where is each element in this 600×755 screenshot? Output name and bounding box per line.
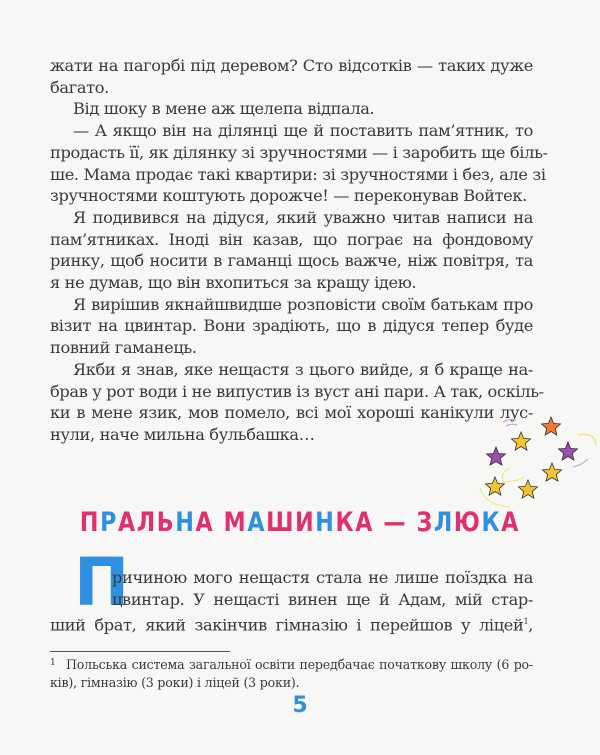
title-letter: Л bbox=[136, 507, 157, 538]
star-icon bbox=[542, 417, 561, 435]
title-letter bbox=[214, 507, 223, 538]
title-letter: П bbox=[79, 507, 101, 538]
title-letter: К bbox=[335, 507, 356, 538]
chapter-line: цвинтар. У нещасті винен ще й Адам, мій стар- bbox=[112, 590, 533, 609]
title-letter: А bbox=[117, 507, 137, 538]
title-letter: Ю bbox=[453, 507, 482, 538]
body-line: брав у рот води і не випустив із вуст ані пари. А так, оскіль- bbox=[50, 381, 544, 401]
title-letter bbox=[407, 507, 416, 538]
title-letter: Л bbox=[433, 507, 454, 538]
drop-cap: П bbox=[74, 544, 130, 621]
body-line: нули, наче мильна бульбашка… bbox=[50, 424, 315, 444]
body-line: Я подивився на дідуся, який уважно читав написи на bbox=[73, 207, 533, 227]
title-letter: — bbox=[383, 507, 408, 538]
title-letter: А bbox=[247, 507, 267, 538]
stars-illustration bbox=[470, 410, 600, 514]
body-line: повний гаманець. bbox=[50, 338, 197, 358]
page-number: 5 bbox=[292, 693, 308, 718]
star-icon bbox=[487, 447, 506, 465]
body-line: пам’ятниках. Іноді він казав, що пограє на фондовому bbox=[50, 229, 533, 249]
body-line: я не думав, що він вхопиться за кращу ідею. bbox=[50, 273, 417, 292]
star-icon bbox=[519, 480, 538, 498]
star-icon bbox=[559, 442, 578, 460]
chapter-line-last bbox=[50, 612, 533, 635]
title-letter: З bbox=[416, 507, 434, 538]
title-letter: К bbox=[481, 507, 502, 538]
star-icon bbox=[486, 477, 505, 495]
title-letter: А bbox=[501, 507, 521, 538]
footnote-ref: 1 bbox=[523, 617, 529, 626]
body-line: багато. bbox=[50, 77, 109, 97]
body-line: ринку, щоб носити в гаманці щось важче, ніж повітря, та bbox=[50, 251, 533, 271]
footnote-divider bbox=[50, 651, 230, 652]
footnote-marker: 1 bbox=[50, 658, 56, 668]
body-line: ки в мене язик, мов помело, всі мої хороші канікули лус- bbox=[50, 403, 533, 423]
title-letter: Ь bbox=[156, 507, 176, 538]
title-letter: М bbox=[223, 507, 248, 538]
footnote-line: Польська система загальної освіти передбачає початкову школу (6 ро- bbox=[66, 657, 533, 672]
title-letter: А bbox=[195, 507, 215, 538]
title-letter: Н bbox=[175, 507, 196, 538]
title-letter: Ш bbox=[266, 507, 296, 538]
chapter-line-text: ший брат, який закінчив гімназію і перейшов у ліцей bbox=[50, 615, 524, 635]
star-icon bbox=[512, 432, 531, 450]
body-line: продасть її, як ділянку зі зручностями — і заробить ще біль- bbox=[50, 142, 548, 162]
body-line: жати на пагорбі під деревом? Сто відсотків — таких дуже bbox=[50, 56, 533, 75]
chapter-line: ричиною мого нещастя стала не лише поїздка на bbox=[112, 568, 533, 587]
body-line: Я вирішив якнайшвидше розповісти своїм батькам про bbox=[73, 294, 533, 314]
body-line: ше. Мама продає такі квартири: зі зручностями і без, але зі bbox=[50, 164, 546, 184]
chapter-line-tail: , bbox=[528, 615, 533, 635]
body-line: Від шоку в мене аж щелепа відпала. bbox=[73, 99, 375, 119]
body-line: візит на цвинтар. Вони зрадіють, що в дідуся тепер буде bbox=[50, 316, 533, 336]
title-letter: И bbox=[295, 507, 316, 538]
footnote-line: ків), гімназію (3 роки) і ліцей (3 роки). bbox=[50, 675, 300, 690]
title-letter: Р bbox=[100, 507, 118, 538]
title-letter bbox=[374, 507, 383, 538]
body-line: зручностями коштують дорожче! — переконував Войтек. bbox=[50, 186, 527, 206]
chapter-title bbox=[54, 507, 546, 538]
star-icon bbox=[543, 463, 562, 481]
body-line: Якби я знав, яке нещастя з цього вийде, я б краще на- bbox=[73, 359, 533, 379]
body-line: — А якщо він на ділянці ще й поставить пам’ятник, то bbox=[73, 121, 533, 141]
stars-icon bbox=[470, 410, 600, 510]
title-letter: А bbox=[355, 507, 374, 538]
title-letter: Н bbox=[315, 507, 336, 538]
